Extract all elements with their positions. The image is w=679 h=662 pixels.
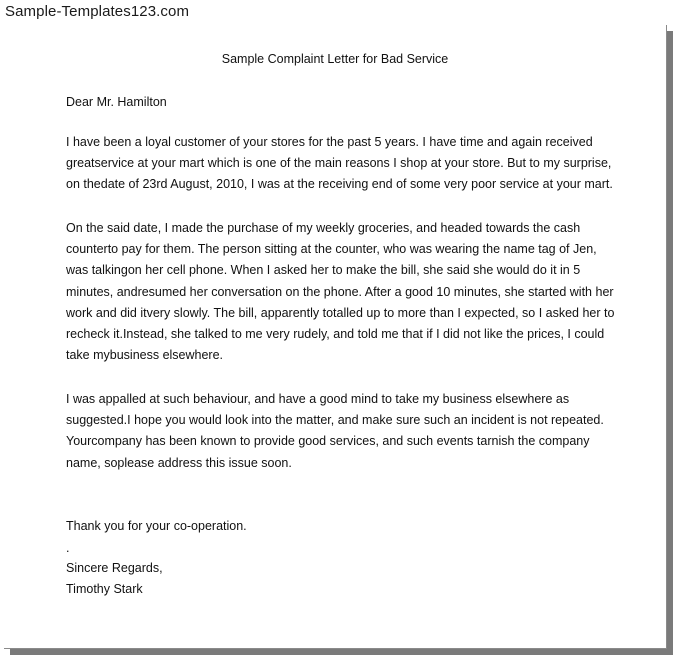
paragraph-line: On the said date, I made the purchase of my weekly groceries, and headed towards the cash (66, 221, 581, 235)
paragraph-line: I was appalled at such behaviour, and have a good mind to take my business elsewhere as (66, 392, 570, 406)
paragraph-1 (66, 132, 614, 196)
paragraph-line: counterto pay for them. The person sitting at the counter, who was wearing the name tag of Jen, (66, 242, 597, 257)
paragraph-line: Yourcompany has been known to provide good services, and such events tarnish the company (66, 434, 590, 449)
stray-dot: . (66, 541, 70, 555)
paragraph-line: take mybusiness elsewhere. (66, 348, 224, 363)
site-watermark: Sample-Templates123.com (5, 3, 190, 20)
paragraph-line: minutes, andresumed her conversation on the phone. After a good 10 minutes, she started with her (66, 284, 614, 299)
salutation: Dear Mr. Hamilton (66, 95, 167, 109)
paragraph-line: work and did itvery slowly. The bill, apparently totalled up to more than I expected, so I asked her to (66, 305, 615, 320)
paragraph-line: greatservice at your mart which is one of the main reasons I shop at your store. But to my surprise, (66, 156, 612, 171)
paragraph-line: recheck it.Instead, she talked to me very rudely, and told me that if I did not like the prices, I could (66, 327, 605, 342)
closing-line: Thank you for your co-operation. (66, 519, 247, 533)
paragraph-line: on thedate of 23rd August, 2010, I was at the receiving end of some very poor service at your mart. (66, 177, 613, 192)
paragraph-line: was talkingon her cell phone. When I asked her to make the bill, she said she would do it in 5 (66, 263, 581, 278)
signer-name: Timothy Stark (66, 582, 143, 596)
sign-off: Sincere Regards, (66, 561, 163, 575)
paragraph-3 (66, 389, 614, 474)
paragraph-line: I have been a loyal customer of your stores for the past 5 years. I have time and again received (66, 135, 593, 149)
paragraph-line: name, soplease address this issue soon. (66, 455, 292, 470)
paragraph-line: suggested.I hope you would look into the matter, and make sure such an incident is not repeated. (66, 413, 604, 428)
letter-title: Sample Complaint Letter for Bad Service (221, 52, 449, 66)
paragraph-2 (66, 218, 614, 366)
